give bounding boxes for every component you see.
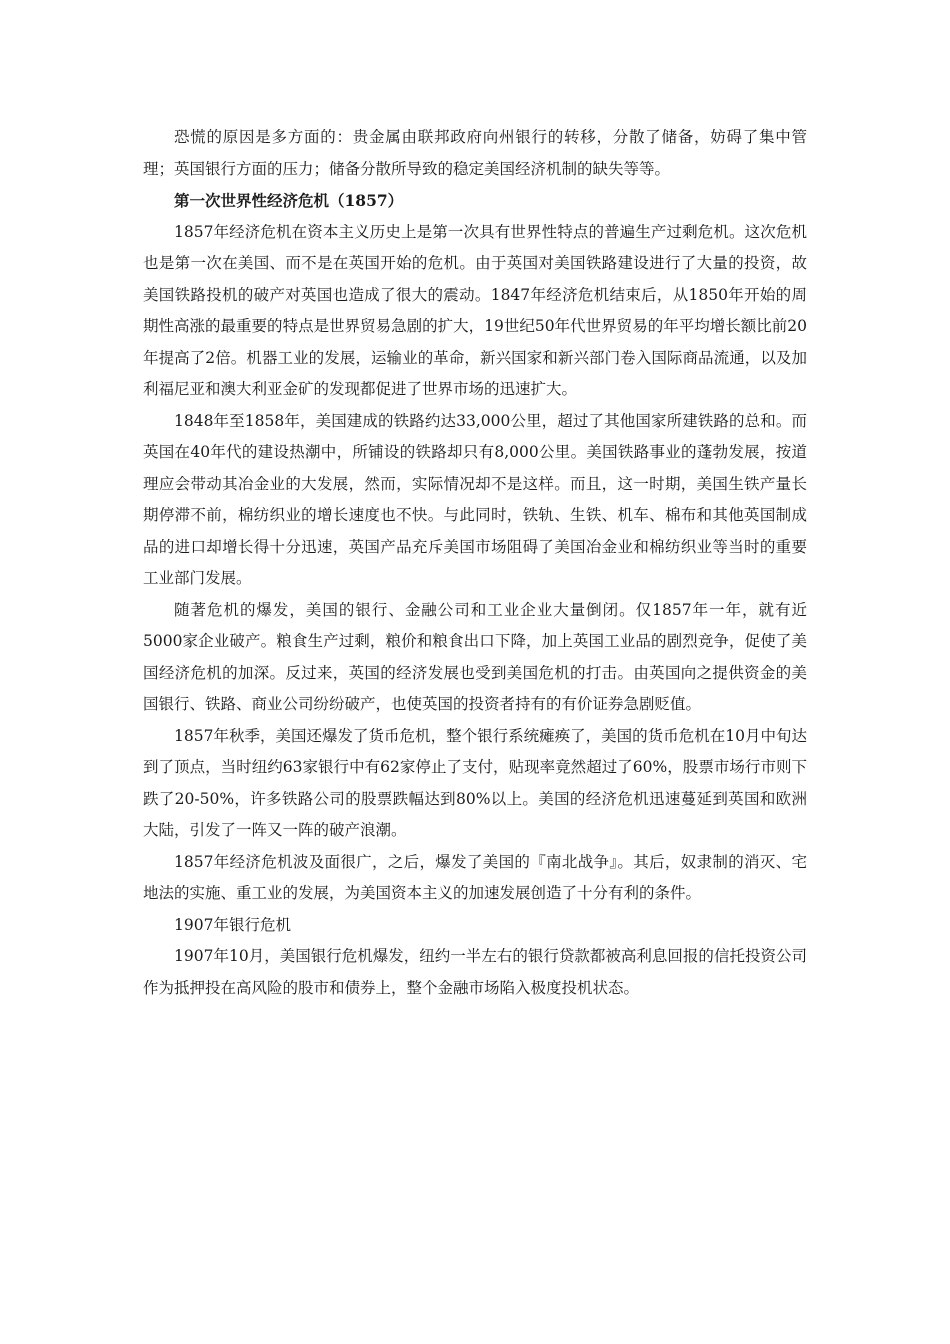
paragraph-currency-crisis: 1857年秋季，美国还爆发了货币危机，整个银行系统瘫痪了，美国的货币危机在10月中旬达到了顶点，当时纽约63家银行中有62家停止了支付，贴现率竟然超过了60%，股票市场行市则下跌了20-50%，许多铁路公司的股票跌幅达到80%以上。美国的经济危机迅速蔓延到英国和欧洲大陆，引发了一阵又一阵的破产浪潮。 [143,726,807,839]
document-page [143,122,807,1004]
paragraph-railroad-growth: 1848年至1858年，美国建成的铁路约达33,000公里，超过了其他国家所建铁路的总和。而英国在40年代的建设热潮中，所铺设的铁路却只有8,000公里。美国铁路事业的蓬勃发展，按道理应会带动其冶金业的大发展，然而，实际情况却不是这样。而且，这一时期，美国生铁产量长期停滞不前，棉纺织业的增长速度也不快。与此同时，铁轨、生铁、机车、棉布和其他英国制成品的进口却增长得十分迅速，英国产品充斥美国市场阻碍了美国冶金业和棉纺织业等当时的重要工业部门发展。 [143,411,807,587]
paragraph-1907-crisis: 1907年10月，美国银行危机爆发，纽约一半左右的银行贷款都被高利息回报的信托投资公司作为抵押投在高风险的股市和债券上，整个金融市场陷入极度投机状态。 [143,947,807,997]
section-heading-1857-crisis: 第一次世界性经济危机（1857） [174,191,404,210]
paragraph-panic-causes: 恐慌的原因是多方面的：贵金属由联邦政府向州银行的转移，分散了储备，妨碍了集中管理；英国银行方面的压力；储备分散所导致的稳定美国经济机制的缺失等等。 [143,128,807,178]
section-heading-1907-bank-crisis: 1907年银行危机 [174,915,291,934]
paragraph-1857-overview: 1857年经济危机在资本主义历史上是第一次具有世界性特点的普遍生产过剩危机。这次危机也是第一次在美国、而不是在英国开始的危机。由于英国对美国铁路建设进行了大量的投资，故美国铁路投机的破产对英国也造成了很大的震动。1847年经济危机结束后，从1850年开始的周期性高涨的最重要的特点是世界贸易急剧的扩大，19世纪50年代世界贸易的年平均增长额比前20年提高了2倍。机器工业的发展，运输业的革命，新兴国家和新兴部门卷入国际商品流通，以及加利福尼亚和澳大利亚金矿的发现都促进了世界市场的迅速扩大。 [143,222,807,398]
paragraph-civil-war: 1857年经济危机波及面很广，之后，爆发了美国的『南北战争』。其后，奴隶制的消灭、宅地法的实施、重工业的发展，为美国资本主义的加速发展创造了十分有利的条件。 [143,852,807,902]
paragraph-bankruptcies: 随著危机的爆发，美国的银行、金融公司和工业企业大量倒闭。仅1857年一年，就有近5000家企业破产。粮食生产过剩，粮价和粮食出口下降，加上英国工业品的剧烈竞争，促使了美国经济危机的加深。反过来，英国的经济发展也受到美国危机的打击。由英国向之提供资金的美国银行、铁路、商业公司纷纷破产，也使英国的投资者持有的有价证券急剧贬值。 [143,600,807,713]
